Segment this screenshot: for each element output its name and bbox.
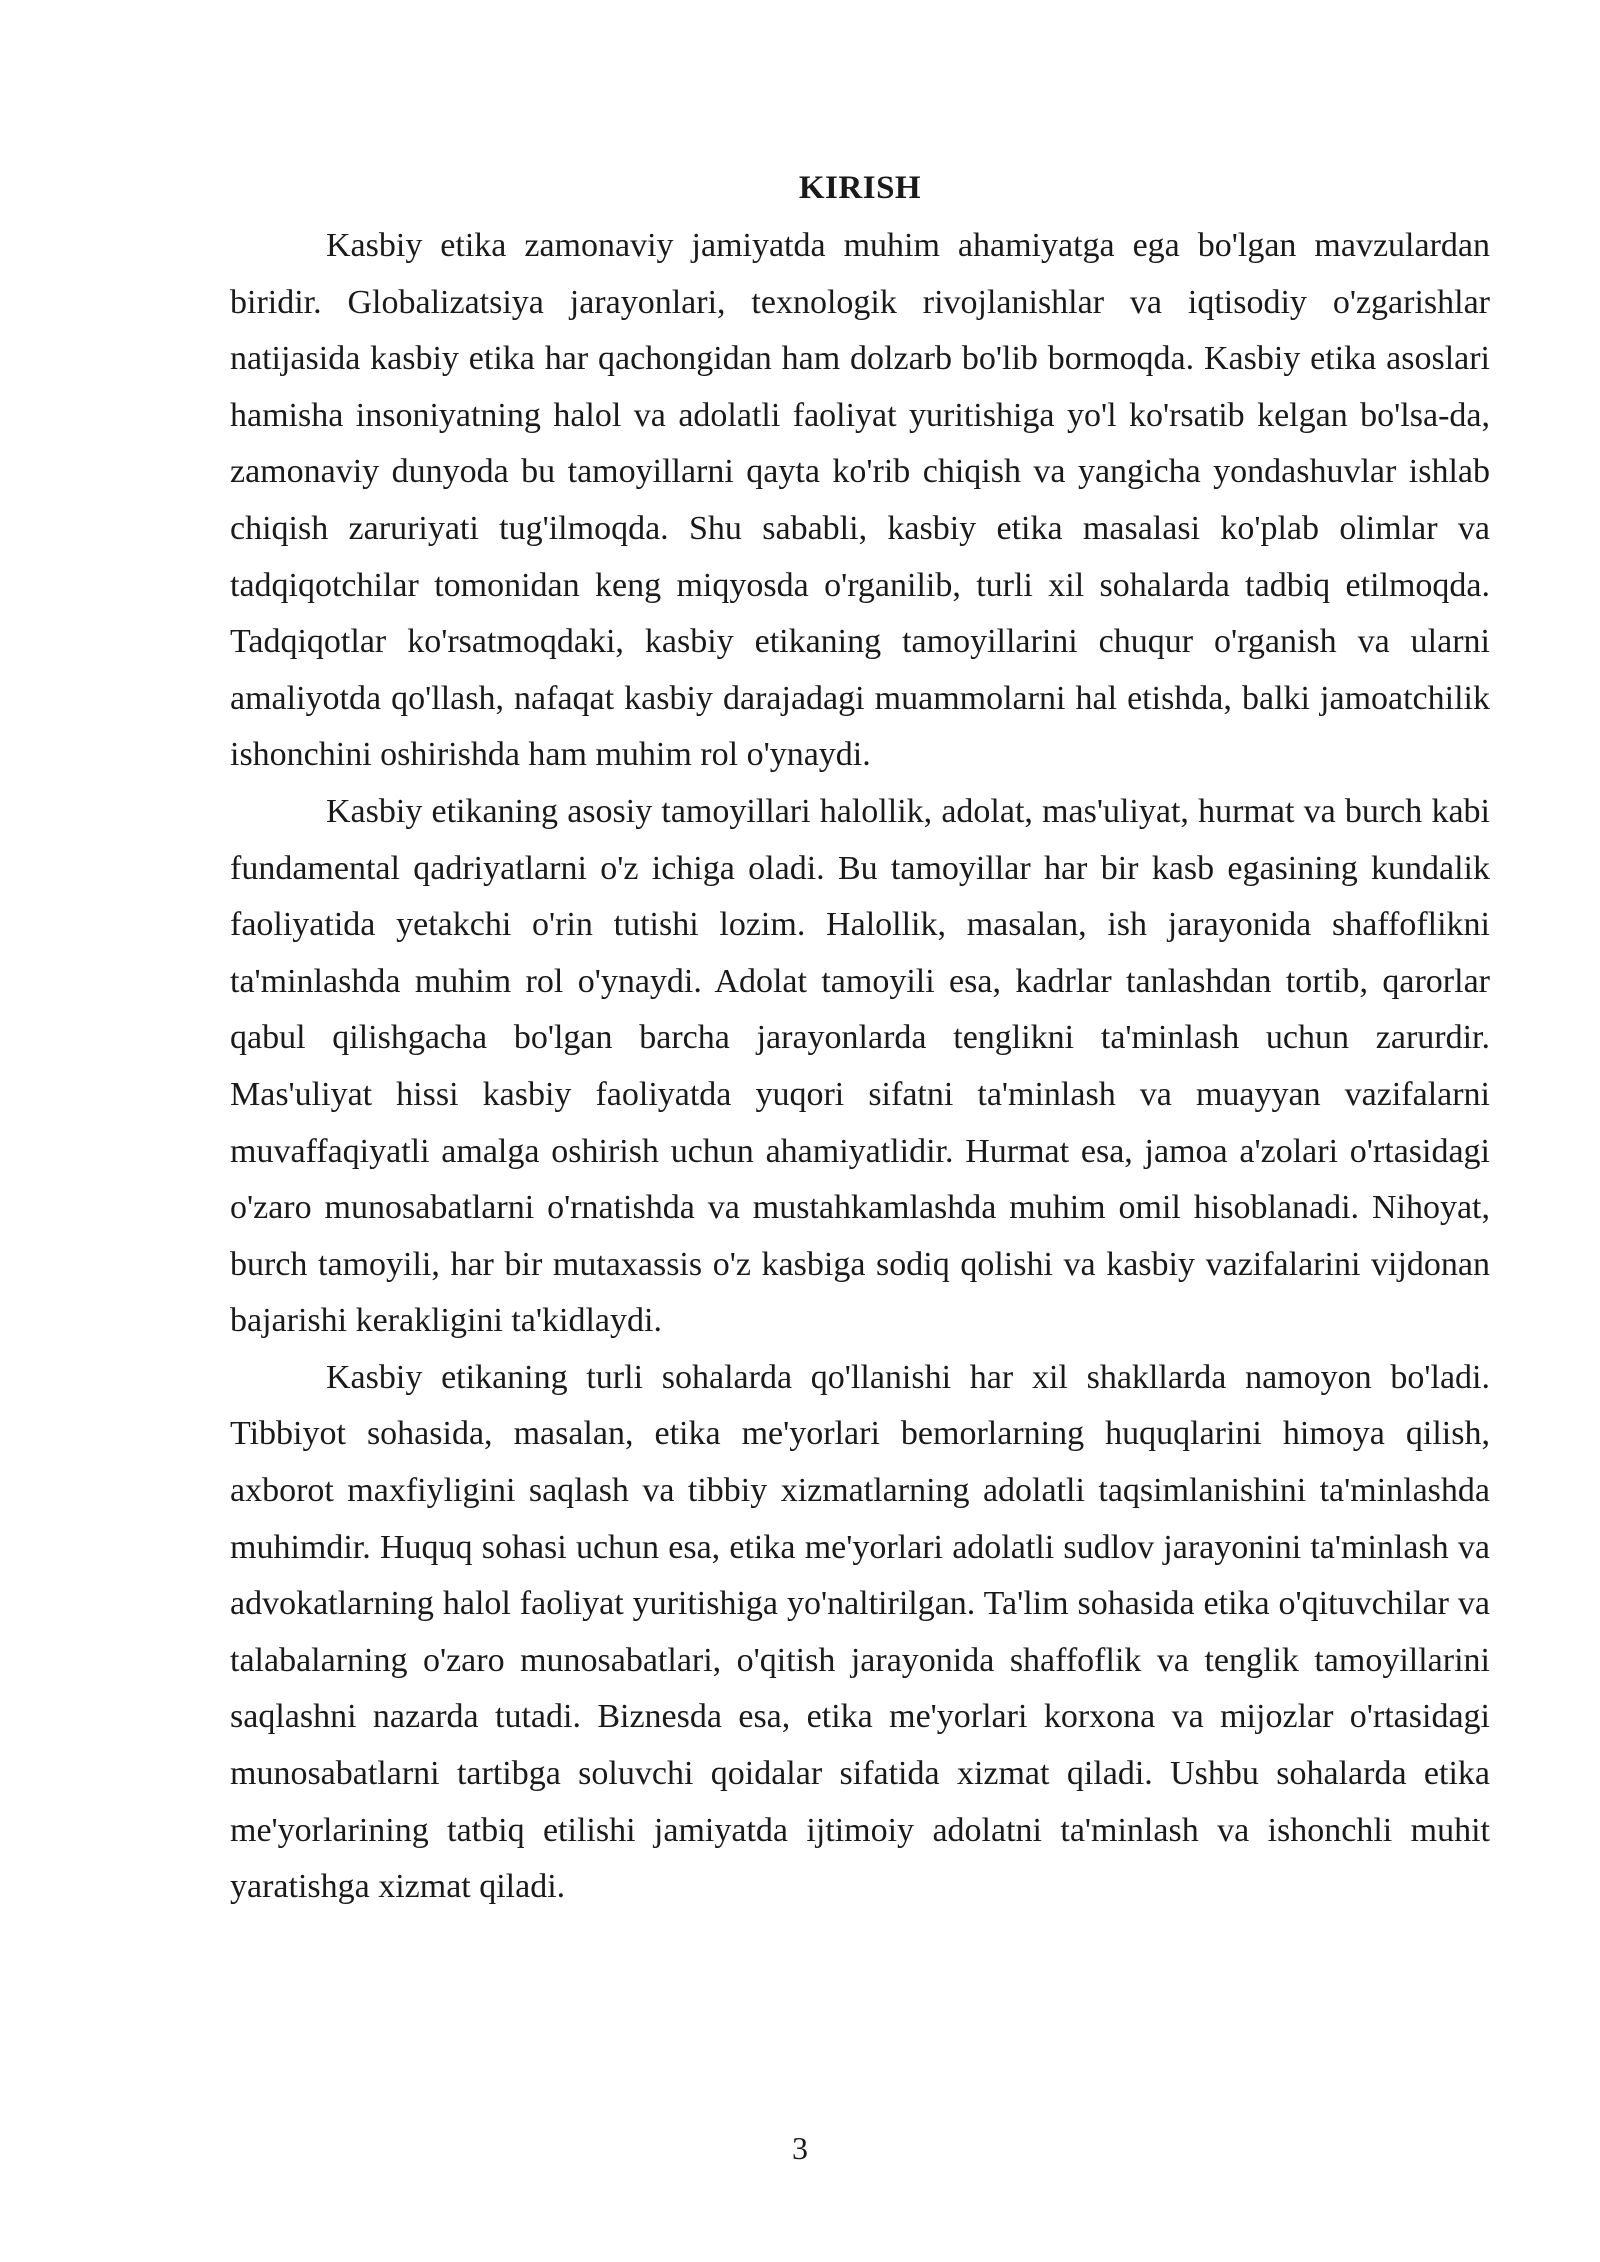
page-number: 3 [792,2130,808,2166]
paragraph-2: Kasbiy etikaning asosiy tamoyillari halollik, adolat, mas'uliyat, hurmat va burch kabi fundamental qadriyatlarni o'z ichiga oladi. Bu tamoyillar har bir kasb egasining kundalik faoliyatida yetakchi o'rin tutishi lozim. Halollik, masalan, ish jarayonida shaffoflikni ta'minlashda muhim rol o'ynaydi. Adolat tamoyili esa, kadrlar tanlashdan tortib, qarorlar qabul qilishgacha bo'lgan barcha jarayonlarda tenglikni ta'minlash uchun zarurdir. Mas'uliyat hissi kasbiy faoliyatda yuqori sifatni ta'minlash va muayyan vazifalarni muvaffaqiyatli amalga oshirish uchun ahamiyatlidir. Hurmat esa, jamoa a'zolari o'rtasidagi o'zaro munosabatlarni o'rnatishda va mustahkamlashda muhim omil hisoblanadi. Nihoyat, burch tamoyili, har bir mutaxassis o'z kasbiga sodiq qolishi va kasbiy vazifalarini vijdonan bajarishi kerakligini ta'kidlaydi. [230,792,1490,1340]
paragraph-3: Kasbiy etikaning turli sohalarda qo'llanishi har xil shakllarda namoyon bo'ladi. Tibbiyot sohasida, masalan, etika me'yorlari bemorlarning huquqlarini himoya qilish, axborot maxfiyligini saqlash va tibbiy xizmatlarning adolatli taqsimlanishini ta'minlashda muhimdir. Huquq sohasi uchun esa, etika me'yorlari adolatli sudlov jarayonini ta'minlash va advokatlarning halol faoliyat yuritishiga yo'naltirilgan. Ta'lim sohasida etika o'qituvchilar va talabalarning o'zaro munosabatlari, o'qitish jarayonida shaffoflik va tenglik tamoyillarini saqlashni nazarda tutadi. Biznesda esa, etika me'yorlari korxona va mijozlar o'rtasidagi munosabatlarni tartibga soluvchi qoidalar sifatida xizmat qiladi. Ushbu sohalarda etika me'yorlarining tatbiq etilishi jamiyatda ijtimoiy adolatni ta'minlash va ishonchli muhit yaratishga xizmat qiladi. [230,1358,1490,1906]
paragraph-1: Kasbiy etika zamonaviy jamiyatda muhim ahamiyatga ega bo'lgan mavzulardan biridir. Globalizatsiya jarayonlari, texnologik rivojlanishlar va iqtisodiy o'zgarishlar natijasida kasbiy etika har qachongidan ham dolzarb bo'lib bormoqda. Kasbiy etika asoslari hamisha insoniyatning halol va adolatli faoliyat yuritishiga yo'l ko'rsatib kelgan bo'lsa-da, zamonaviy dunyoda bu tamoyillarni qayta ko'rib chiqish va yangicha yondashuvlar ishlab chiqish zaruriyati tug'ilmoqda. Shu sababli, kasbiy etika masalasi ko'plab olimlar va tadqiqotchilar tomonidan keng miqyosda o'rganilib, turli xil sohalarda tadbiq etilmoqda. Tadqiqotlar ko'rsatmoqdaki, kasbiy etikaning tamoyillarini chuqur o'rganish va ularni amaliyotda qo'llash, nafaqat kasbiy darajadagi muammolarni hal etishda, balki jamoatchilik ishonchini oshirishda ham muhim rol o'ynaydi. [230,227,1490,774]
page-content [230,160,1490,1916]
page-title: KIRISH [798,170,922,206]
